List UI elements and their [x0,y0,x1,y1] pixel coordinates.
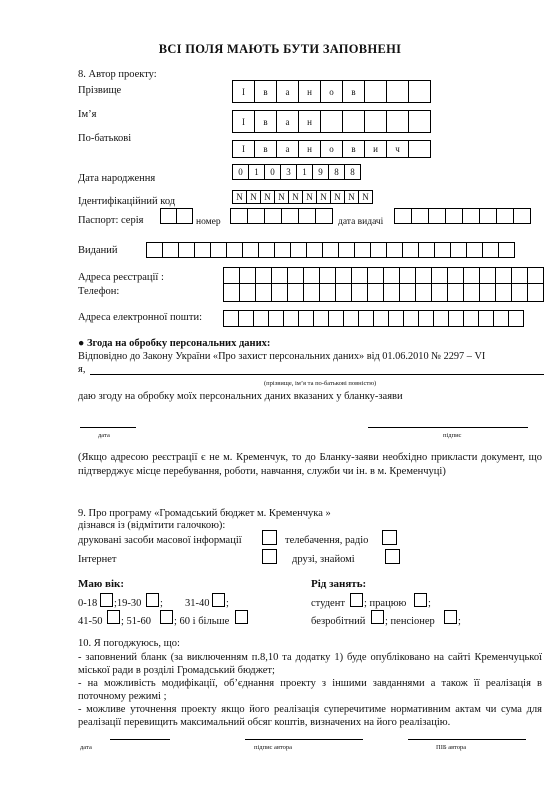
char-cell[interactable]: в [342,140,365,158]
occupation-working-checkbox[interactable] [414,593,427,607]
char-cell[interactable] [290,242,307,258]
footer-name-label: ПІБ автора [436,744,467,751]
char-cell[interactable] [364,110,387,133]
char-cell[interactable] [408,80,431,103]
char-cell[interactable] [513,208,531,224]
agreement-item-1: - заповнений бланк (за виключенням п.8,10 та додатку 1) буде опубліковано на сайті Кременчуцької міської ради в розділі Громадський бюджет; [78,652,542,676]
occupation-unemployed-label: безробітний [311,616,366,627]
char-cell[interactable] [496,268,512,284]
char-cell[interactable] [464,268,480,284]
char-cell[interactable]: н [298,80,321,103]
agreement-heading: 10. Я погоджуюсь, що: [78,638,180,649]
char-cell[interactable]: 8 [328,164,345,180]
option-friends-checkbox[interactable] [385,549,400,564]
age-31-40-label: 31-40 [185,598,210,609]
patronymic-label: По-батькові [78,133,132,144]
email-field[interactable] [223,310,524,327]
char-cell[interactable]: І [232,80,255,103]
char-cell[interactable] [336,284,352,302]
char-cell[interactable] [272,284,288,302]
occupation-student-checkbox[interactable] [350,593,363,607]
char-cell[interactable] [368,284,384,302]
age-31-40-sep: ; [226,598,229,609]
char-cell[interactable]: а [276,80,299,103]
char-cell[interactable] [418,310,434,327]
fullname-hint: (прізвище, ім’я та по-батькові повністю) [264,380,377,387]
consent-i-label: я, [78,364,86,375]
occupation-pensioner-sep: ; [458,616,461,627]
address-phone-grid[interactable] [223,267,544,302]
char-cell[interactable]: о [320,140,343,158]
age-41-50-checkbox[interactable] [107,610,120,624]
char-cell[interactable] [400,284,416,302]
char-cell[interactable] [336,268,352,284]
option-tv-checkbox[interactable] [382,530,397,545]
char-cell[interactable]: N [302,190,317,204]
char-cell[interactable]: 3 [280,164,297,180]
char-cell[interactable] [403,310,419,327]
char-cell[interactable]: N [274,190,289,204]
char-cell[interactable] [223,310,239,327]
char-cell[interactable] [428,208,446,224]
char-cell[interactable] [226,242,243,258]
char-cell[interactable] [528,284,544,302]
char-cell[interactable]: 9 [312,164,329,180]
char-cell[interactable] [283,310,299,327]
option-internet-checkbox[interactable] [262,549,277,564]
footer-signature-label: підпис автора [254,744,292,751]
char-cell[interactable] [320,110,343,133]
char-cell[interactable] [370,242,387,258]
char-cell[interactable] [463,310,479,327]
char-cell[interactable] [313,310,329,327]
char-cell[interactable] [479,208,497,224]
char-cell[interactable] [386,110,409,133]
char-cell[interactable] [162,242,179,258]
program-subheading: дізнався із (відмітити галочкою): [78,520,226,531]
age-31-40-checkbox[interactable] [212,593,225,607]
char-cell[interactable] [416,268,432,284]
occupation-unemployed-checkbox[interactable] [371,610,384,624]
char-cell[interactable]: в [254,140,277,158]
consent-heading: ● Згода на обробку персональних даних: [78,338,271,349]
char-cell[interactable] [373,310,389,327]
char-cell[interactable]: н [298,110,321,133]
char-cell[interactable] [493,310,509,327]
char-cell[interactable] [480,284,496,302]
issued-label: Виданий [78,245,118,256]
occupation-pensioner-label: ; пенсіонер [385,616,435,627]
option-media-checkbox[interactable] [262,530,277,545]
surname-label: Прізвище [78,85,122,96]
occupation-working-sep: ; [428,598,431,609]
char-cell[interactable] [238,310,254,327]
age-19-30-label: ;19-30 [114,598,142,609]
char-cell[interactable] [384,268,400,284]
char-cell[interactable] [448,268,464,284]
char-cell[interactable] [242,242,259,258]
char-cell[interactable]: 0 [232,164,249,180]
char-cell[interactable] [210,242,227,258]
program-heading: 9. Про програму «Громадський бюджет м. Кременчука » [78,508,331,519]
option-internet-label: Інтернет [78,554,117,565]
char-cell[interactable]: N [358,190,373,204]
char-cell[interactable] [352,284,368,302]
char-cell[interactable] [462,208,480,224]
char-cell[interactable] [298,310,314,327]
char-cell[interactable] [224,268,240,284]
id-code-field[interactable] [232,190,373,204]
char-cell[interactable] [160,208,177,224]
char-cell[interactable] [247,208,265,224]
char-cell[interactable] [358,310,374,327]
birth-label: Дата народження [78,173,156,184]
char-cell[interactable] [304,284,320,302]
char-cell[interactable] [400,268,416,284]
passport-series-field[interactable] [160,208,193,224]
reg-address-label: Адреса реєстрації : [78,272,164,283]
birth-date-field[interactable] [232,164,361,180]
char-cell[interactable] [338,242,355,258]
footer-date-label: дата [80,744,92,751]
email-label: Адреса електронної пошти: [78,312,203,323]
char-cell[interactable]: N [344,190,359,204]
char-cell[interactable] [354,242,371,258]
char-cell[interactable] [384,284,400,302]
char-cell[interactable] [343,310,359,327]
char-cell[interactable] [230,208,248,224]
char-cell[interactable] [240,284,256,302]
consent-signature-label: підпис [443,432,462,439]
option-friends-label: друзі, знайомі [292,554,355,565]
char-cell[interactable]: 1 [296,164,313,180]
char-cell[interactable] [482,242,499,258]
char-cell[interactable] [464,284,480,302]
age-heading: Маю вік: [78,578,125,590]
char-cell[interactable] [498,242,515,258]
char-cell[interactable] [433,310,449,327]
patronymic-field[interactable] [232,140,431,158]
footer-name-line[interactable] [408,739,526,740]
author-heading: 8. Автор проекту: [78,69,157,80]
char-cell[interactable]: N [246,190,261,204]
char-cell[interactable] [306,242,323,258]
char-cell[interactable] [288,284,304,302]
char-cell[interactable] [512,284,528,302]
char-cell[interactable]: о [320,80,343,103]
char-cell[interactable] [288,268,304,284]
char-cell[interactable] [253,310,269,327]
char-cell[interactable]: N [330,190,345,204]
char-cell[interactable] [512,268,528,284]
char-cell[interactable] [432,284,448,302]
char-cell[interactable]: в [254,80,277,103]
consent-date-label: дата [98,432,110,439]
agreement-item-2: - на можливість модифікації, об’єднання проекту з іншими завданнями а також її реалізація в поточному режимі ; [78,678,542,702]
passport-number-label: номер [196,217,221,227]
char-cell[interactable]: 0 [264,164,281,180]
surname-field[interactable] [232,80,431,103]
age-19-30-sep: ; [160,598,163,609]
consent-agree-text: даю згоду на обробку моїх персональних даних вказаних у бланку-заяви [78,391,403,402]
char-cell[interactable]: І [232,110,255,133]
char-cell[interactable]: N [288,190,303,204]
char-cell[interactable]: ч [386,140,409,158]
char-cell[interactable] [240,268,256,284]
char-cell[interactable] [272,268,288,284]
age-60-plus-label: ; 60 і більше [174,616,230,627]
occupation-student-label: студент [311,598,345,609]
char-cell[interactable] [402,242,419,258]
footer-date-line[interactable] [110,739,170,740]
char-cell[interactable] [146,242,163,258]
phone-label: Телефон: [78,286,120,297]
occupation-working-label: ; працюю [364,598,407,609]
char-cell[interactable]: н [298,140,321,158]
char-cell[interactable] [432,268,448,284]
option-media-label: друковані засоби масової інформації [78,535,242,546]
agreement-item-3: - можливе уточнення проекту якщо його реалізація суперечитиме нормативним актам чи сума для реалізації перевищить максимальний обсяг коштів, визначених на його реалізацію. [78,704,542,728]
char-cell[interactable] [322,242,339,258]
char-cell[interactable] [411,208,429,224]
passport-number-field[interactable] [230,208,333,224]
age-60-plus-checkbox[interactable] [235,610,248,624]
char-cell[interactable] [352,268,368,284]
char-cell[interactable] [281,208,299,224]
char-cell[interactable]: а [276,110,299,133]
char-cell[interactable] [480,268,496,284]
char-cell[interactable] [386,80,409,103]
char-cell[interactable] [256,284,272,302]
consent-date-line[interactable] [80,427,136,428]
char-cell[interactable] [496,284,512,302]
char-cell[interactable]: а [276,140,299,158]
fullname-line[interactable] [90,374,544,375]
char-cell[interactable] [508,310,524,327]
registration-note: (Якщо адресою реєстрації є не м. Кременчук, то до Бланку-заяви необхідно прикласти документ, що підтверджує місце перебування, роботи, навчання, служби чи ін. в м. Кременчуці) [78,452,542,477]
issued-by-field[interactable] [146,242,515,258]
char-cell[interactable] [298,208,316,224]
age-41-50-label: 41-50 [78,616,103,627]
char-cell[interactable] [328,310,344,327]
char-cell[interactable] [394,208,412,224]
char-cell[interactable] [320,284,336,302]
age-0-18-checkbox[interactable] [100,593,113,607]
passport-date-label: дата видачі [338,217,384,227]
char-cell[interactable] [496,208,514,224]
char-cell[interactable] [315,208,333,224]
age-51-60-label: ; 51-60 [121,616,152,627]
char-cell[interactable] [408,110,431,133]
char-cell[interactable] [342,110,365,133]
char-cell[interactable]: N [232,190,247,204]
char-cell[interactable] [176,208,193,224]
char-cell[interactable] [448,284,464,302]
name-label: Ім’я [78,109,97,120]
char-cell[interactable] [320,268,336,284]
char-cell[interactable] [478,310,494,327]
footer-signature-line[interactable] [245,739,363,740]
passport-label: Паспорт: серія [78,215,144,226]
id-label: Ідентифікаційний код [78,196,176,207]
char-cell[interactable]: и [364,140,387,158]
char-cell[interactable] [416,284,432,302]
char-cell[interactable]: в [254,110,277,133]
char-cell[interactable] [408,140,431,158]
char-cell[interactable] [418,242,435,258]
occupation-heading: Рід занять: [311,578,367,590]
age-19-30-checkbox[interactable] [146,593,159,607]
char-cell[interactable]: 1 [248,164,265,180]
char-cell[interactable] [364,80,387,103]
char-cell[interactable]: N [316,190,331,204]
char-cell[interactable] [448,310,464,327]
char-cell[interactable] [178,242,195,258]
char-cell[interactable] [368,268,384,284]
char-cell[interactable] [386,242,403,258]
char-cell[interactable] [258,242,275,258]
consent-signature-line[interactable] [368,427,528,428]
char-cell[interactable] [274,242,291,258]
page-title: ВСІ ПОЛЯ МАЮТЬ БУТИ ЗАПОВНЕНІ [158,42,402,56]
char-cell[interactable]: N [260,190,275,204]
occupation-pensioner-checkbox[interactable] [444,610,457,624]
char-cell[interactable] [194,242,211,258]
char-cell[interactable] [445,208,463,224]
age-0-18-label: 0-18 [78,598,98,609]
char-cell[interactable]: І [232,140,255,158]
char-cell[interactable] [388,310,404,327]
char-cell[interactable] [264,208,282,224]
char-cell[interactable] [224,284,240,302]
char-cell[interactable] [466,242,483,258]
age-51-60-checkbox[interactable] [160,610,173,624]
char-cell[interactable] [528,268,544,284]
passport-date-field[interactable] [394,208,531,224]
name-field[interactable] [232,110,431,133]
char-cell[interactable] [256,268,272,284]
char-cell[interactable] [450,242,467,258]
char-cell[interactable] [304,268,320,284]
char-cell[interactable] [434,242,451,258]
char-cell[interactable]: 8 [344,164,361,180]
char-cell[interactable] [268,310,284,327]
consent-law-text: Відповідно до Закону України «Про захист персональних даних» від 01.06.2010 № 2297 – VI [78,351,486,362]
option-tv-label: телебачення, радіо [285,535,369,546]
char-cell[interactable]: в [342,80,365,103]
